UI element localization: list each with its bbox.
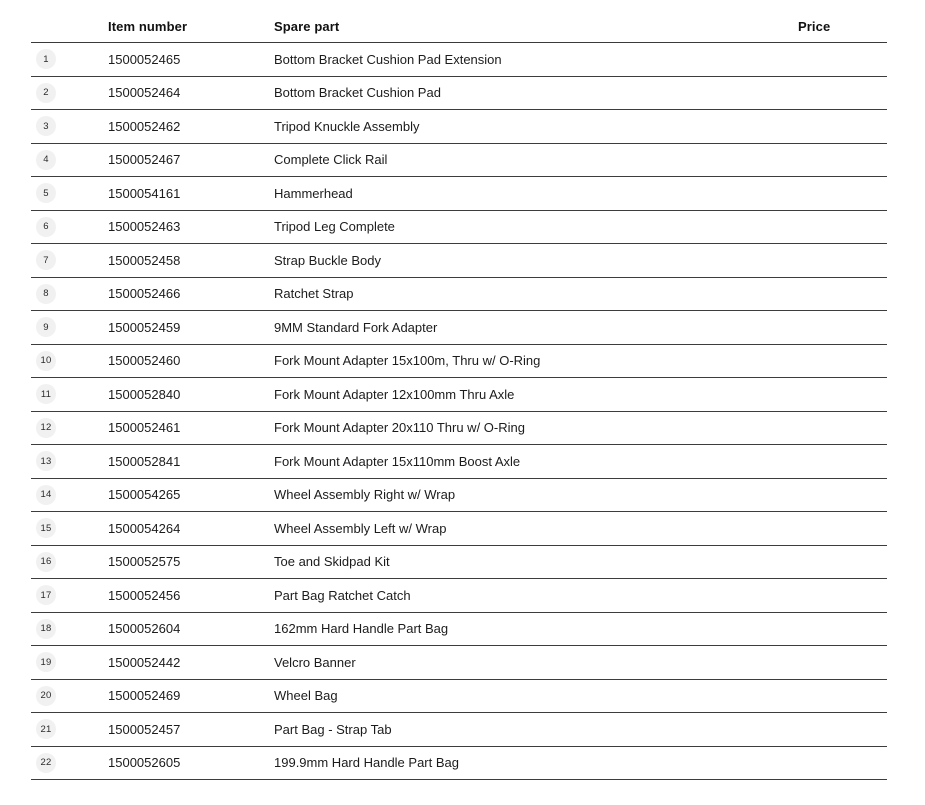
row-number-badge-cell xyxy=(31,284,108,304)
spare-part-cell: Hammerhead xyxy=(274,185,353,201)
table-row xyxy=(31,345,887,379)
item-number-cell: 1500052575 xyxy=(108,554,181,570)
table-row xyxy=(31,278,887,312)
table-row xyxy=(31,244,887,278)
row-number-badge: 2 xyxy=(36,83,56,103)
spare-part-cell: Fork Mount Adapter 15x100m, Thru w/ O-Ring xyxy=(274,353,541,369)
row-number-badge: 11 xyxy=(36,384,56,404)
spare-part-cell: Wheel Bag xyxy=(274,688,338,704)
item-number-cell: 1500052442 xyxy=(108,654,181,670)
row-number-badge-cell xyxy=(31,49,108,69)
table-header-row xyxy=(31,10,887,43)
table-row xyxy=(31,479,887,513)
spare-part-cell: Tripod Knuckle Assembly xyxy=(274,118,420,134)
table-row xyxy=(31,747,887,781)
row-number-badge-cell xyxy=(31,150,108,170)
table-row xyxy=(31,211,887,245)
item-number-cell: 1500052458 xyxy=(108,252,181,268)
row-number-badge: 9 xyxy=(36,317,56,337)
spare-part-cell: Tripod Leg Complete xyxy=(274,219,395,235)
row-number-badge-cell xyxy=(31,518,108,538)
spare-part-cell: Wheel Assembly Right w/ Wrap xyxy=(274,487,456,503)
row-number-badge: 3 xyxy=(36,116,56,136)
spare-part-cell: Fork Mount Adapter 12x100mm Thru Axle xyxy=(274,386,515,402)
row-number-badge: 7 xyxy=(36,250,56,270)
row-number-badge: 14 xyxy=(36,485,56,505)
row-number-badge-cell xyxy=(31,250,108,270)
item-number-cell: 1500054265 xyxy=(108,487,181,503)
item-number-cell: 1500052463 xyxy=(108,219,181,235)
spare-part-cell: 199.9mm Hard Handle Part Bag xyxy=(274,755,459,771)
table-row xyxy=(31,445,887,479)
spare-part-cell: Toe and Skidpad Kit xyxy=(274,554,390,570)
item-number-cell: 1500052469 xyxy=(108,688,181,704)
spare-part-cell: Bottom Bracket Cushion Pad xyxy=(274,85,441,101)
row-number-badge-cell xyxy=(31,585,108,605)
row-number-badge-cell xyxy=(31,485,108,505)
spare-part-cell: Wheel Assembly Left w/ Wrap xyxy=(274,520,447,536)
row-number-badge-cell xyxy=(31,351,108,371)
item-number-cell: 1500052604 xyxy=(108,621,181,637)
item-number-cell: 1500052462 xyxy=(108,118,181,134)
table-body xyxy=(31,43,887,780)
row-number-badge: 12 xyxy=(36,418,56,438)
row-number-badge-cell xyxy=(31,552,108,572)
row-number-badge-cell xyxy=(31,686,108,706)
row-number-badge: 15 xyxy=(36,518,56,538)
row-number-badge-cell xyxy=(31,217,108,237)
table-row xyxy=(31,311,887,345)
table-row xyxy=(31,680,887,714)
table-row xyxy=(31,110,887,144)
row-number-badge-cell xyxy=(31,317,108,337)
row-number-badge: 1 xyxy=(36,49,56,69)
item-number-cell: 1500052841 xyxy=(108,453,181,469)
spare-part-column-header: Spare part xyxy=(274,18,340,34)
table-row xyxy=(31,646,887,680)
item-number-cell: 1500052456 xyxy=(108,587,181,603)
item-number-cell: 1500052464 xyxy=(108,85,181,101)
spare-part-cell: Bottom Bracket Cushion Pad Extension xyxy=(274,51,502,67)
item-number-cell: 1500052466 xyxy=(108,286,181,302)
table-row xyxy=(31,144,887,178)
table-row xyxy=(31,546,887,580)
spare-part-cell: Fork Mount Adapter 20x110 Thru w/ O-Ring xyxy=(274,420,525,436)
row-number-badge-cell xyxy=(31,116,108,136)
row-number-badge-cell xyxy=(31,183,108,203)
item-number-cell: 1500052460 xyxy=(108,353,181,369)
spare-part-cell: Part Bag Ratchet Catch xyxy=(274,587,411,603)
row-number-badge: 16 xyxy=(36,552,56,572)
row-number-badge-cell xyxy=(31,719,108,739)
table-row xyxy=(31,579,887,613)
table-row xyxy=(31,512,887,546)
spare-part-cell: Ratchet Strap xyxy=(274,286,354,302)
row-number-badge: 10 xyxy=(36,351,56,371)
row-number-badge: 17 xyxy=(36,585,56,605)
row-number-badge-cell xyxy=(31,451,108,471)
item-number-cell: 1500052467 xyxy=(108,152,181,168)
row-number-badge: 6 xyxy=(36,217,56,237)
item-number-cell: 1500052461 xyxy=(108,420,181,436)
row-number-badge: 13 xyxy=(36,451,56,471)
item-number-cell: 1500054264 xyxy=(108,520,181,536)
row-number-badge: 20 xyxy=(36,686,56,706)
spare-part-cell: 162mm Hard Handle Part Bag xyxy=(274,621,449,637)
row-number-badge: 21 xyxy=(36,719,56,739)
row-number-badge-cell xyxy=(31,619,108,639)
price-column-header: Price xyxy=(798,18,831,34)
spare-part-cell: Part Bag - Strap Tab xyxy=(274,721,392,737)
table-row xyxy=(31,412,887,446)
spare-part-cell: Strap Buckle Body xyxy=(274,252,381,268)
item-number-cell: 1500054161 xyxy=(108,185,181,201)
row-number-badge: 8 xyxy=(36,284,56,304)
row-number-badge-cell xyxy=(31,83,108,103)
table-row xyxy=(31,378,887,412)
row-number-badge-cell xyxy=(31,753,108,773)
item-number-cell: 1500052465 xyxy=(108,51,181,67)
spare-part-cell: 9MM Standard Fork Adapter xyxy=(274,319,438,335)
spare-part-cell: Velcro Banner xyxy=(274,654,356,670)
spare-part-cell: Complete Click Rail xyxy=(274,152,388,168)
item-number-cell: 1500052840 xyxy=(108,386,181,402)
row-number-badge: 18 xyxy=(36,619,56,639)
row-number-badge: 4 xyxy=(36,150,56,170)
spare-part-cell: Fork Mount Adapter 15x110mm Boost Axle xyxy=(274,453,521,469)
table-row xyxy=(31,177,887,211)
table-row xyxy=(31,613,887,647)
item-number-column-header: Item number xyxy=(108,18,188,34)
row-number-badge: 5 xyxy=(36,183,56,203)
row-number-badge-cell xyxy=(31,418,108,438)
table-row xyxy=(31,43,887,77)
row-number-badge: 19 xyxy=(36,652,56,672)
item-number-cell: 1500052459 xyxy=(108,319,181,335)
item-number-cell: 1500052605 xyxy=(108,755,181,771)
row-number-badge-cell xyxy=(31,384,108,404)
row-number-badge-cell xyxy=(31,652,108,672)
item-number-cell: 1500052457 xyxy=(108,721,181,737)
spare-parts-table xyxy=(31,10,887,780)
table-row xyxy=(31,713,887,747)
row-number-badge: 22 xyxy=(36,753,56,773)
table-row xyxy=(31,77,887,111)
